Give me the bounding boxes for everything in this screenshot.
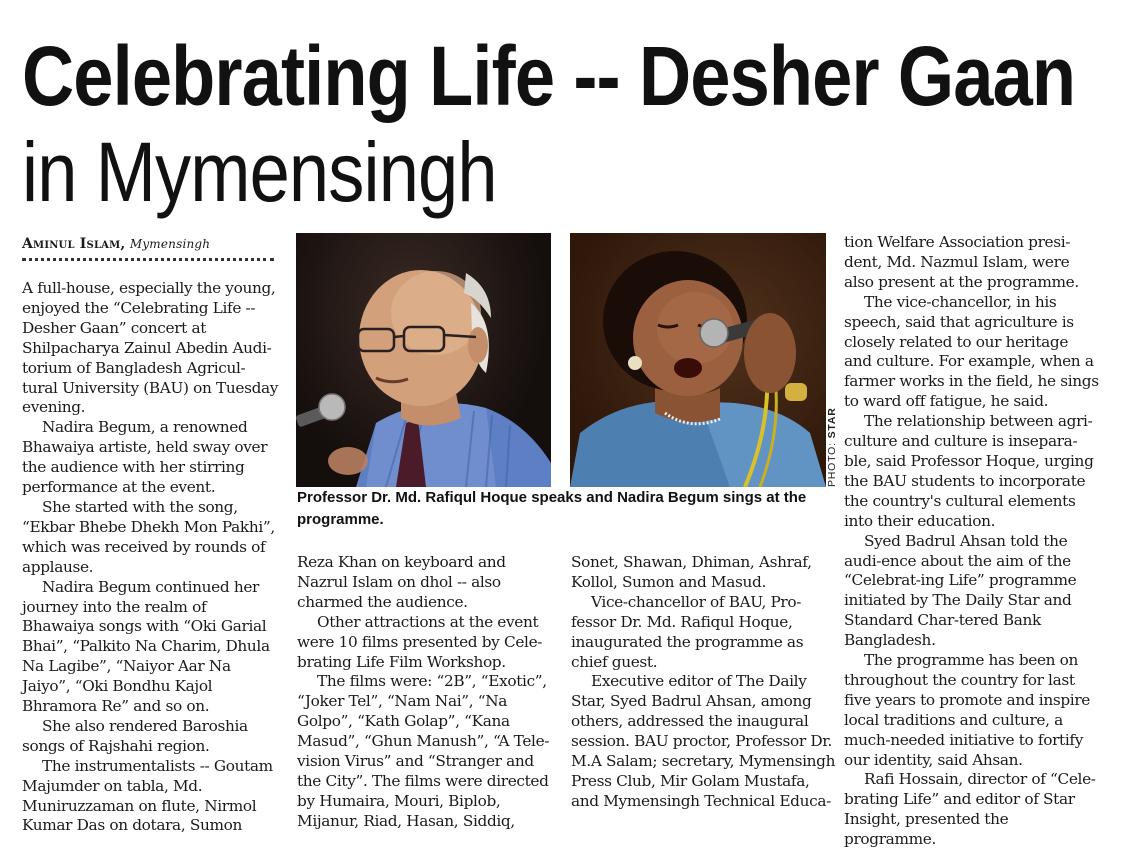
photo-credit-source: STAR: [826, 407, 838, 439]
article-column-1: [22, 279, 280, 836]
article-column-2: [297, 553, 551, 832]
paragraph: Sonet, Shawan, Dhiman, Ashraf, Kollol, Sumon and Masud.: [571, 553, 812, 591]
paragraph: Syed Badrul Ahsan told the audi-ence about the aim of the “Celebrat-ing Life” programme initiated by The Daily Star and Standard Char-tered Bank Bangladesh.: [844, 531, 1077, 650]
article-column-4: [844, 233, 1100, 850]
paragraph: The vice-chancellor, in his speech, said that agriculture is closely related to our heritage and culture. For example, when a farmer works in the field, he sings to ward off fatigue, he said.: [844, 292, 1099, 411]
professor-illustration: [296, 233, 551, 487]
headline-line-1: Celebrating Life -- Desher Gaan: [22, 29, 1076, 123]
paragraph: Reza Khan on keyboard and Nazrul Islam on dhol -- also charmed the audience.: [297, 553, 506, 611]
paragraph: A full-house, especially the young, enjoyed the “Celebrating Life -- Desher Gaan” concert at Shilpacharya Zainul Abedin Audi-torium of Bangladesh Agricul-tural University (BAU) on Tuesday evening.: [22, 279, 279, 417]
byline-divider: [22, 258, 274, 261]
photo-singer-performing: [570, 233, 826, 487]
paragraph: Vice-chancellor of BAU, Pro-fessor Dr. Md. Rafiqul Hoque, inaugurated the programme as chief guest.: [571, 592, 804, 671]
paragraph: Nadira Begum, a renowned Bhawaiya artiste, held sway over the audience with her stirring performance at the event.: [22, 418, 268, 497]
photo-caption: Professor Dr. Md. Rafiqul Hoque speaks and Nadira Begum sings at the programme.: [297, 489, 807, 528]
paragraph: She started with the song, “Ekbar Bhebe Dhekh Mon Pakhi”, which was received by rounds of applause.: [22, 497, 275, 576]
headline: [22, 28, 1076, 220]
paragraph: The programme has been on throughout the country for last five years to promote and inspire local traditions and culture, a much-needed initiative to fortify our identity, said Ahsan.: [844, 651, 1090, 769]
photo-credit: [826, 407, 840, 487]
photo-professor-speaking: [296, 233, 551, 487]
singer-illustration: [570, 233, 826, 487]
paragraph: The relationship between agri-culture and culture is insepara-ble, said Professor Hoque, urging the BAU students to incorporate the country's cultural elements into their education.: [844, 412, 1094, 530]
photo-credit-label: PHOTO:: [826, 442, 838, 487]
paragraph: Other attractions at the event were 10 films presented by Cele-brating Life Film Workshop.: [297, 612, 543, 671]
byline: [22, 236, 210, 252]
paragraph: Executive editor of The Daily Star, Syed Badrul Ahsan, among others, addressed the inaugural session. BAU proctor, Professor Dr. M.A Salam; secretary, Mymensingh Press Club, Mir Golam Mustafa, and Mymensingh Technical Educa-: [571, 672, 836, 810]
paragraph: tion Welfare Association presi-dent, Md. Nazmul Islam, were also present at the programme.: [844, 233, 1079, 291]
paragraph: The films were: “2B”, “Exotic”, “Joker Tel”, “Nam Nai”, “Na Golpo”, “Kath Golap”, “Kana Masud”, “Ghun Manush”, “A Tele-vision Virus” and “Stranger and the City”. The films were directed by Humaira, Mouri, Biplob, Mijanur, Riad, Hasan, Siddiq,: [297, 672, 550, 830]
headline-line-2: in Mymensingh: [22, 125, 497, 219]
byline-author: Aminul Islam,: [22, 236, 126, 252]
paragraph: Rafi Hossain, director of “Cele-brating Life” and editor of Star Insight, presented the programme.: [844, 770, 1096, 849]
byline-location: Mymensingh: [129, 237, 211, 251]
article-column-3: [571, 553, 836, 812]
paragraph: She also rendered Baroshia songs of Rajshahi region.: [22, 716, 248, 755]
paragraph: Nadira Begum continued her journey into the realm of Bhawaiya songs with “Oki Garial Bhai”, “Palkito Na Charim, Dhula Na Lagibe”, “Naiyor Aar Na Jaiyo”, “Oki Bondhu Kajol Bhramora Re” and so on.: [22, 577, 270, 716]
paragraph: The instrumentalists -- Goutam Majumder on tabla, Md. Muniruzzaman on flute, Nirmol Kumar Das on dotara, Sumon: [22, 756, 273, 835]
